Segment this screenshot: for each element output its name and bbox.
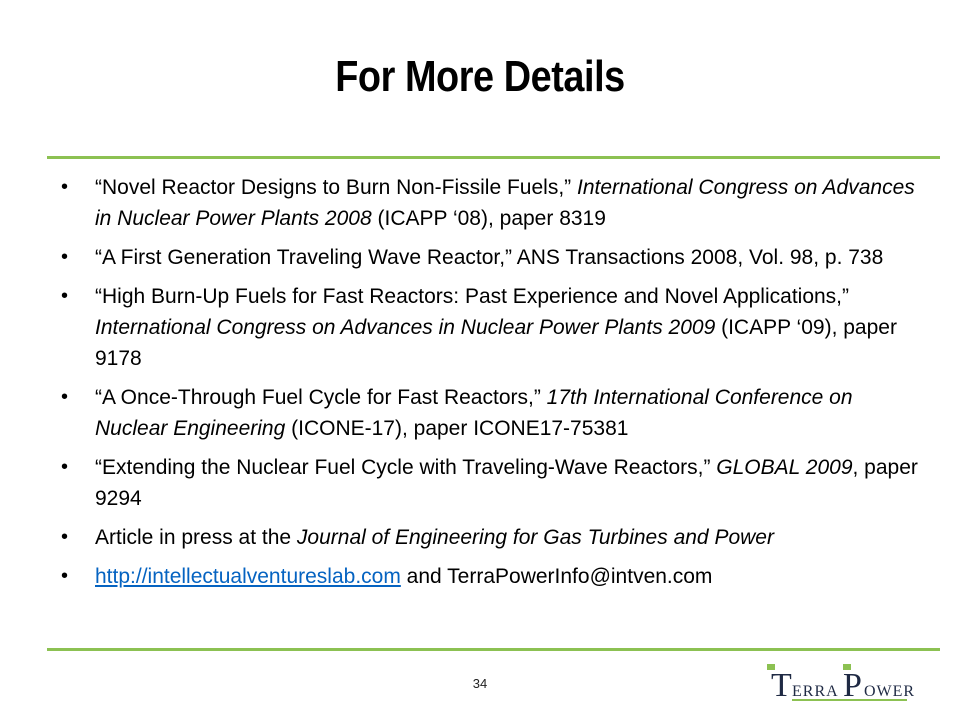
- bottom-divider: [47, 648, 940, 651]
- reference-item: [55, 561, 925, 592]
- terrapower-logo: [765, 654, 915, 704]
- reference-source: International Congress on Advances in Nuclear Power Plants 2008: [95, 176, 915, 230]
- bullet-dot-icon: •: [61, 246, 69, 268]
- reference-source: International Congress on Advances in Nuclear Power Plants 2009: [95, 316, 716, 339]
- logo-ower: OWER: [864, 683, 915, 700]
- bullet-dot-icon: •: [61, 526, 69, 548]
- bullet-dot-icon: •: [61, 386, 69, 408]
- reference-text: and TerraPowerInfo@intven.com: [400, 565, 713, 588]
- reference-item: [55, 281, 925, 374]
- slide-title: For More Details: [335, 52, 625, 101]
- reference-item: [55, 382, 925, 444]
- logo-big-p: P: [843, 667, 862, 704]
- reference-text: “A First Generation Traveling Wave Reactor,” ANS Transactions 2008, Vol. 98, p. 738: [95, 246, 884, 269]
- reference-text: (ICAPP ‘08), paper 8319: [371, 207, 606, 230]
- reference-text: Article in press at the: [95, 526, 297, 549]
- reference-source: Journal of Engineering for Gas Turbines and Power: [296, 526, 774, 549]
- reference-source: 17th International Conference on Nuclear Engineering: [95, 386, 853, 440]
- bullet-dot-icon: •: [61, 176, 69, 198]
- reference-text: “A Once-Through Fuel Cycle for Fast Reactors,”: [95, 386, 547, 409]
- reference-item: [55, 172, 925, 234]
- reference-item: [55, 452, 925, 514]
- bullet-dot-icon: •: [61, 456, 69, 478]
- page-number: 34: [472, 676, 488, 691]
- reference-text: “Novel Reactor Designs to Burn Non-Fissile Fuels,”: [95, 176, 577, 199]
- bullet-dot-icon: •: [61, 285, 69, 307]
- reference-list: [55, 172, 925, 598]
- reference-text: (ICAPP ‘09), paper 9178: [95, 316, 897, 370]
- reference-text: (ICONE-17), paper ICONE17-75381: [285, 417, 629, 440]
- website-link[interactable]: http://intellectualventureslab.com: [95, 565, 401, 588]
- top-divider: [47, 156, 940, 159]
- reference-source: GLOBAL 2009: [716, 456, 853, 479]
- reference-item: [55, 242, 925, 273]
- reference-item: [55, 522, 925, 553]
- logo-erra: ERRA: [792, 683, 839, 700]
- reference-text: , paper 9294: [95, 456, 918, 510]
- logo-big-t: T: [771, 667, 792, 704]
- bullet-dot-icon: •: [61, 565, 69, 587]
- reference-text: “Extending the Nuclear Fuel Cycle with Traveling-Wave Reactors,”: [95, 456, 717, 479]
- reference-text: “High Burn-Up Fuels for Fast Reactors: Past Experience and Novel Applications,”: [95, 285, 850, 308]
